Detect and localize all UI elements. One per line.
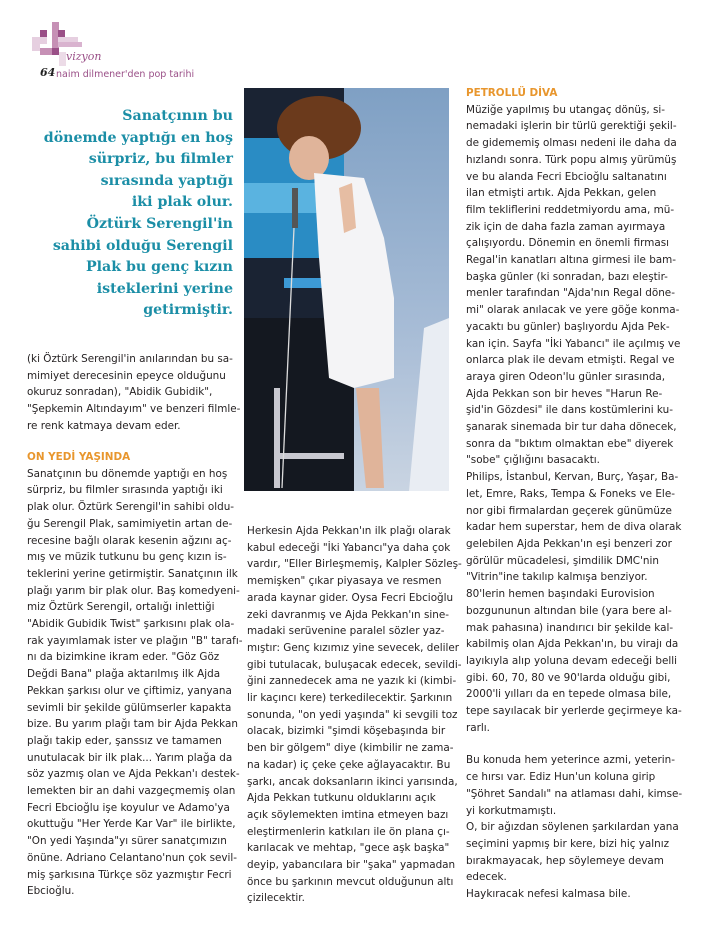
text-line: önce bu şarkının mevcut olduğunun altı	[247, 875, 454, 888]
text-line: film tekliflerini reddetmiyordu ama, mü-	[466, 203, 675, 216]
text-line: sevimli bir şekilde gülümserler kapakta	[27, 701, 232, 714]
text-line: O, bir ağızdan söylenen şarkılardan yana	[466, 821, 679, 834]
text-line: Herkesin Ajda Pekkan'ın ilk plağı olarak	[247, 525, 451, 537]
text-line: eleştirmenlerin katkıları ile ön plana çı-	[247, 825, 450, 838]
text-line: edecek.	[466, 871, 507, 884]
pull-quote-line: Öztürk Serengil'in	[86, 215, 233, 232]
text-line: ce hırsı var. Ediz Hun'un koluna girip	[466, 771, 656, 784]
text-line: "On yedi Yaşında"yı sürer sanatçımızın	[27, 835, 227, 848]
text-line: söz yazmış olan ve Ajda Pekkan'ı destek-	[27, 768, 240, 781]
text-line: çalışıyordu. Dönemin en önemli firması	[466, 237, 670, 250]
photo-illustration	[244, 88, 449, 491]
text-line: hızlandı sonra. Türk popu almış yürümüş	[466, 153, 677, 166]
text-line: arada kaynar gider. Oysa Fecri Ebcioğlu	[247, 591, 454, 604]
text-line: de gidememiş olması nedeni ile daha da	[466, 137, 677, 150]
text-line: plak olur. Öztürk Serengil'in sahibi oldu-	[27, 501, 235, 514]
text-line: let, Emre, Raks, Tempa & Foneks ve Ele-	[466, 487, 675, 500]
pull-quote-line: sahibi olduğu Serengil	[52, 237, 233, 254]
text-line: başka günler (ki sonradan, bazı eleştir-	[466, 270, 668, 283]
pull-quote-line: dönemde yaptığı en hoş	[43, 129, 233, 146]
section-heading-on-yedi-yasinda: ON YEDİ YAŞINDA	[27, 451, 131, 463]
text-line: plağı takip eder, şanssız ve tamamen	[27, 734, 222, 747]
text-line: layıkıyla alıp yoluna devam edeceği belli	[466, 654, 678, 667]
text-line: unutulacak bir ilk plak... Yarım plağa da	[27, 751, 233, 764]
text-line: onlarca plak ile devam etmişti. Regal ve	[466, 354, 675, 367]
text-line: "Vitrin"ine takılıp kalmışa benziyor.	[466, 571, 648, 584]
text-line: miş şarkısına Türkçe söz yazmıştır Fecri	[27, 868, 232, 881]
pull-quote-line: sürpriz, bu filmler	[88, 151, 233, 168]
pull-quote	[28, 106, 233, 322]
text-line: yacaktı bu günler) başlıyordu Ajda Pek-	[466, 320, 670, 333]
text-line: seçimini yapmış bir kere, bizi hiç yalnız	[466, 837, 670, 850]
pull-quote-line: isteklerini yerine	[96, 280, 233, 297]
text-line: Philips, İstanbul, Kervan, Burç, Yaşar, Ba-	[466, 471, 679, 484]
section-name: vizyon	[66, 50, 102, 63]
text-line: Haykıracak nefesi kalmasa bile.	[466, 888, 631, 901]
text-line: lir kaçıncı kere) terkedilecektir. Şarkının	[247, 692, 453, 705]
page-number: 64	[40, 66, 56, 79]
column-2	[247, 523, 462, 907]
pull-quote-line: Sanatçının bu	[122, 108, 233, 124]
text-line: (ki Öztürk Serengil'in anılarından bu sa-	[27, 353, 233, 365]
text-line: ve bu alanda Fecri Ebcioğlu saltanatını	[466, 170, 667, 183]
text-line: tepe sayılacak bir yerlerde geçirmeye ka-	[466, 705, 682, 718]
text-line: ben bir gölgem" diye (kimbilir ne zama-	[247, 742, 454, 755]
text-line: kan için. Sayfa "İki Yabancı" ile açılmış ve	[466, 337, 681, 350]
text-line: sonra da "bıktım olmaktan ebe" diyerek	[466, 437, 674, 450]
text-line: Ajda Pekkan son bir heves "Harun Re-	[466, 387, 663, 400]
pull-quote-line: sırasında yaptığı	[100, 172, 233, 189]
text-line: ğini zannedecek ama ne yazık ki (kimbi-	[247, 675, 457, 688]
text-line: nemadaki işlerin bir türlü gerektiği şekil-	[466, 120, 677, 133]
text-line: olacak, bizimki "şimdi köşebaşında bir	[247, 725, 446, 738]
text-line: vardır, "Eller Birleşmemiş, Kalpler Sözleş-	[247, 558, 462, 571]
text-line: okuruz sonradan), "Abidik Gubidik",	[27, 386, 213, 399]
text-line: na kadar) iç çeke çeke ağlayacaktır. Bu	[247, 758, 451, 771]
column-1-intro	[27, 351, 241, 435]
text-line: şid'in Gözdesi" ile dans kostümlerini ku-	[466, 404, 673, 417]
text-line: mak pahasına) inandırıcı bir şekilde kal-	[466, 621, 674, 634]
text-line: gibi. 60, 70, 80 ve 90'larda olduğu gibi,	[466, 671, 671, 684]
text-line: mimiyet derecesinin epeyce olduğunu	[27, 369, 226, 382]
text-line: Sanatçının bu dönemde yaptığı en hoş	[27, 467, 228, 480]
text-line: Bu konuda hem yeterince azmi, yeterin-	[466, 754, 675, 767]
singer-performing-photo	[244, 88, 449, 491]
text-line: kadar hem superstar, hem de diva olarak	[466, 521, 682, 534]
text-line: nı da bizimkine ikram eder. "Göz Göz	[27, 651, 220, 664]
text-line: yi korkutmamıştı.	[466, 804, 557, 817]
text-line: mıştır: Genç kızımız yine sevecek, deliler	[247, 641, 460, 654]
text-line: "Şepkemin Altındayım" ve benzeri filmle-	[27, 403, 241, 416]
text-line: Müziğe yapılmış bu utangaç dönüş, si-	[466, 103, 666, 116]
text-line: nor gibi firmalardan geçerek günümüze	[466, 504, 672, 517]
text-line: gelebilen Ajda Pekkan'ın eşi benzeri zor	[466, 537, 672, 550]
text-line: "sobe" çığlığını basacaktı.	[466, 454, 600, 467]
pull-quote-line: Plak bu genç kızın	[85, 259, 233, 276]
text-line: gibi tutulacak, buluşacak edecek, sevildi-	[247, 658, 462, 671]
text-line: memişken" çıkar piyasaya ve resmen	[247, 575, 442, 588]
text-line: "Şöhret Sandalı" na atlaması dahi, kimse-	[466, 787, 683, 800]
text-line: teklerini yerine getirmiştir. Sanatçının ilk	[27, 567, 238, 580]
text-line: sonunda, "on yedi yaşında" ki sevgili toz	[247, 708, 458, 721]
text-line: Fecri Ebcioğlu işe koyulur ve Adamo'ya	[27, 801, 230, 814]
text-line: rarlı.	[466, 721, 490, 734]
text-line: Ebcioğlu.	[27, 885, 75, 898]
text-line: okuttuğu "Her Yerde Kar Var" ile birlikte,	[27, 818, 236, 831]
text-line: Pekkan şarkısı olur ve çiftimiz, yanyana	[27, 684, 232, 697]
text-line: recesine bağlı olarak kesenin ağzını aç-	[27, 534, 232, 547]
text-line: 80'lerin hemen başındaki Eurovision	[466, 588, 655, 601]
text-line: açık söylemekten imtina etmeyen bazı	[247, 808, 449, 821]
text-line: görülür mücadelesi, şimdilik DMC'nin	[466, 554, 659, 567]
column-3	[466, 85, 681, 903]
text-line: bize. Bu yarım plağı tam bir Ajda Pekkan	[27, 718, 238, 731]
text-line: ğu Serengil Plak, samimiyetin artan de-	[27, 517, 233, 530]
text-line: zeki davranmış ve Ajda Pekkan'ın sine-	[247, 608, 449, 621]
text-line: kabilmiş olan Ajda Pekkan'ın, bu virajı da	[466, 638, 679, 651]
text-line: çizilecektir.	[247, 892, 305, 905]
pull-quote-line: iki plak olur.	[131, 194, 233, 211]
text-line: Ajda Pekkan tutkunu olduklarını açık	[247, 792, 436, 805]
text-line: mi" olarak anılacak ve yere göğe konma-	[466, 304, 680, 317]
text-line: karılacak ve mehtap, "gece aşk başka"	[247, 842, 450, 855]
text-line: miz Öztürk Serengil, ortalığı inlettiği	[27, 601, 215, 614]
text-line: Regal'in kanatları altına girmesi ile bam-	[466, 254, 677, 267]
text-line: araya giren Odeon'lu günler sırasında,	[466, 370, 666, 383]
text-line: rak yayımlamak ister ve plağın "B" tarafı-	[27, 634, 243, 647]
text-line: re renk katmaya devam eder.	[27, 419, 181, 432]
text-line: deyip, yabancılara bir "şaka" yapmadan	[247, 859, 456, 872]
text-line: şarkı, ancak doksanların ikinci yarısında,	[247, 775, 458, 788]
pull-quote-line: getirmiştir.	[143, 302, 233, 319]
text-line: "Abidik Gubidik Twist" şarkısını plak ola-	[27, 618, 235, 631]
text-line: şanarak sinemada bir tur daha dönecek,	[466, 421, 677, 434]
text-line: 2000'li yılları da en tepede olmasa bile,	[466, 688, 672, 701]
text-line: lemekten bir an dahi vazgeçmemiş olan	[27, 785, 236, 798]
text-line: bırakmayacak, hep söylemeye devam	[466, 854, 664, 867]
text-line: bozgununun altından bile (yara bere al-	[466, 604, 672, 617]
text-line: önüne. Adriano Celantano'nun çok sevil-	[27, 851, 238, 864]
text-line: mış ve müzik tutkunu bu genç kızın is-	[27, 551, 227, 564]
text-line: zik için de daha fazla zaman ayırmaya	[466, 220, 666, 233]
text-line: plağı yarım bir plak olur. Baş komedyeni-	[27, 584, 240, 597]
text-line: menler tarafından "Ajda'nın Regal döne-	[466, 287, 675, 300]
section-heading-petrollu-diva: PETROLLÜ DİVA	[466, 87, 558, 99]
text-line: sürpriz, bu filmler sırasında yaptığı iki	[27, 484, 223, 497]
text-line: ilan etmişti artık. Ajda Pekkan, gelen	[466, 187, 657, 200]
column-1-section	[27, 449, 243, 900]
text-line: madaki serüvenine paralel sözler yaz-	[247, 625, 445, 638]
text-line: kabul edeceği "İki Yabancı"ya daha çok	[247, 541, 451, 554]
series-title: naim dilmener'den pop tarihi	[56, 69, 195, 80]
text-line: Değdi Bana" plağa aktarılmış ilk Ajda	[27, 668, 221, 681]
